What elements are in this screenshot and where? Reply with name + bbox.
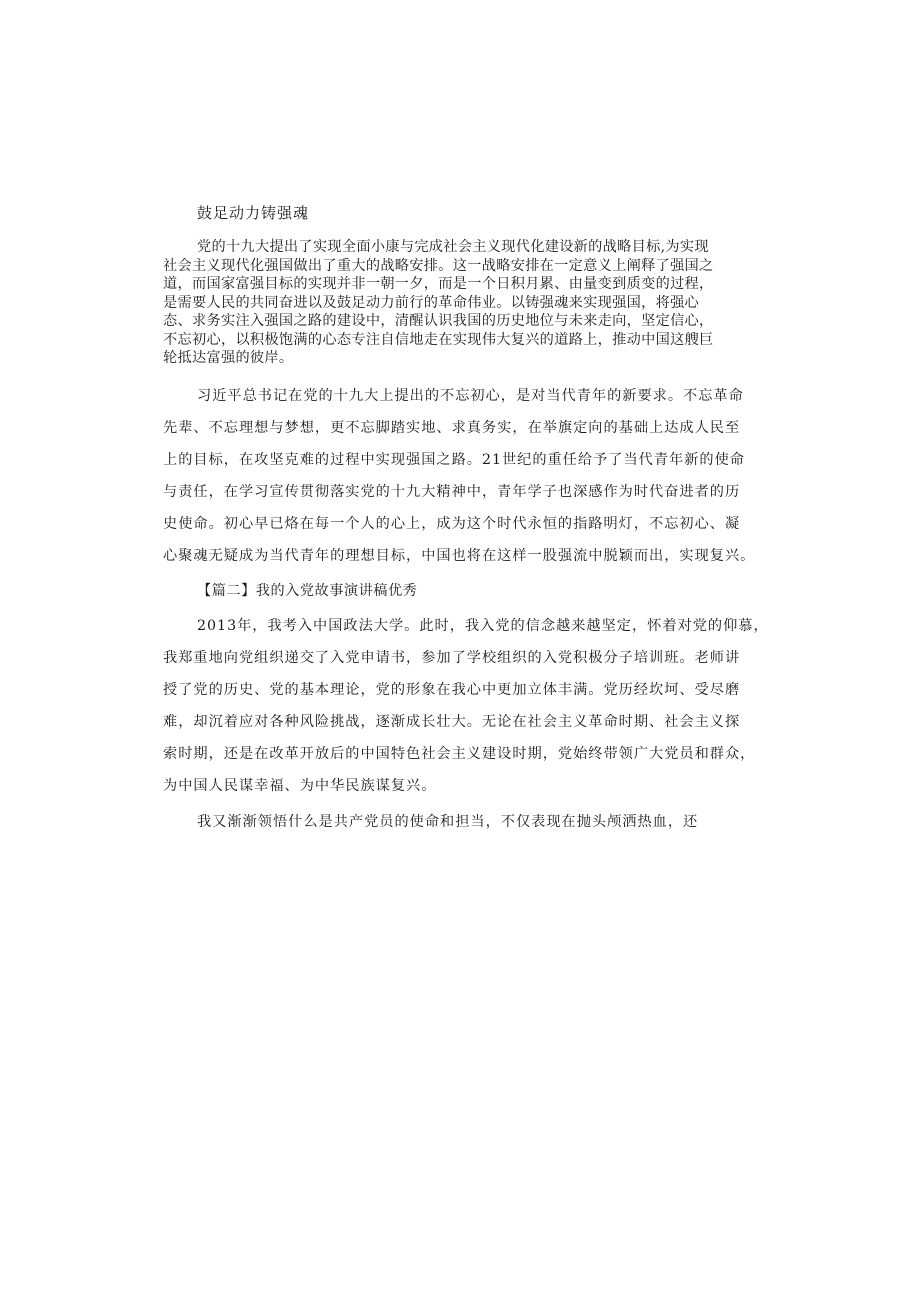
text-line: 难，却沉着应对各种风险挑战，逐渐成长壮大。无论在社会主义革命时期、社会主义探 bbox=[163, 714, 741, 730]
text-line: 先辈、不忘理想与梦想，更不忘脚踏实地、求真务实，在举旗定向的基础上达成人民至 bbox=[163, 420, 741, 436]
text-line: 上的目标，在攻坚克难的过程中实现强国之路。21世纪的重任给予了当代青年新的使命 bbox=[163, 452, 745, 468]
text-line: 心聚魂无疑成为当代青年的理想目标，中国也将在这样一股强流中脱颖而出，实现复兴。 bbox=[163, 548, 756, 564]
text-line: 社会主义现代化强国做出了重大的战略安排。这一战略安排在一定意义上阐释了强国之 bbox=[163, 257, 714, 274]
text-line: 态、求务实注入强国之路的建设中，清醒认识我国的历史地位与未来走向，坚定信心， bbox=[163, 313, 714, 329]
text-line: 与责任，在学习宣传贯彻落实党的十九大精神中，青年学子也深感作为时代奋进者的历 bbox=[163, 484, 741, 500]
text-line: 授了党的历史、党的基本理论，党的形象在我心中更加立体丰满。党历经坎坷、受尽磨 bbox=[163, 682, 741, 698]
text-line: 为中国人民谋幸福、为中华民族谋复兴。 bbox=[163, 778, 437, 794]
paragraph-3 bbox=[163, 610, 775, 802]
text-line: 史使命。初心早已烙在每一个人的心上，成为这个时代永恒的指路明灯，不忘初心、凝 bbox=[163, 516, 741, 532]
text-line: 我又渐渐领悟什么是共产党员的使命和担当，不仅表现在抛头颅洒热血，还 bbox=[197, 814, 699, 830]
text-line: 是需要人民的共同奋进以及鼓足动力前行的革命伟业。以铸强魂来实现强国，将强心 bbox=[163, 294, 700, 311]
text-line: 党的十九大提出了实现全面小康与完成社会主义现代化建设新的战略目标,为实现 bbox=[197, 239, 709, 255]
paragraph-4 bbox=[163, 806, 775, 838]
text-line: 不忘初心，以积极饱满的心态专注自信地走在实现伟大复兴的道路上，推动中国这艘巨 bbox=[163, 331, 714, 348]
paragraph-1 bbox=[163, 238, 775, 368]
text-line: 轮抵达富强的彼岸。 bbox=[163, 350, 294, 366]
text-line: 索时期，还是在改革开放后的中国特色社会主义建设时期，党始终带领广大党员和群众， bbox=[163, 746, 756, 762]
section-title: 【篇二】我的入党故事演讲稿优秀 bbox=[197, 583, 418, 599]
section-heading: 鼓足动力铸强魂 bbox=[197, 204, 310, 222]
paragraph-2 bbox=[163, 380, 775, 572]
text-line: 习近平总书记在党的十九大上提出的不忘初心，是对当代青年的新要求。不忘革命 bbox=[197, 388, 744, 404]
text-line: 道，而国家富强目标的实现并非一朝一夕，而是一个日积月累、由量变到质变的过程， bbox=[163, 276, 714, 292]
text-line: 我郑重地向党组织递交了入党申请书，参加了学校组织的入党积极分子培训班。老师讲 bbox=[163, 650, 741, 666]
text-line: 2013年，我考入中国政法大学。此时，我入党的信念越来越坚定，怀着对党的仰慕， bbox=[197, 618, 769, 634]
